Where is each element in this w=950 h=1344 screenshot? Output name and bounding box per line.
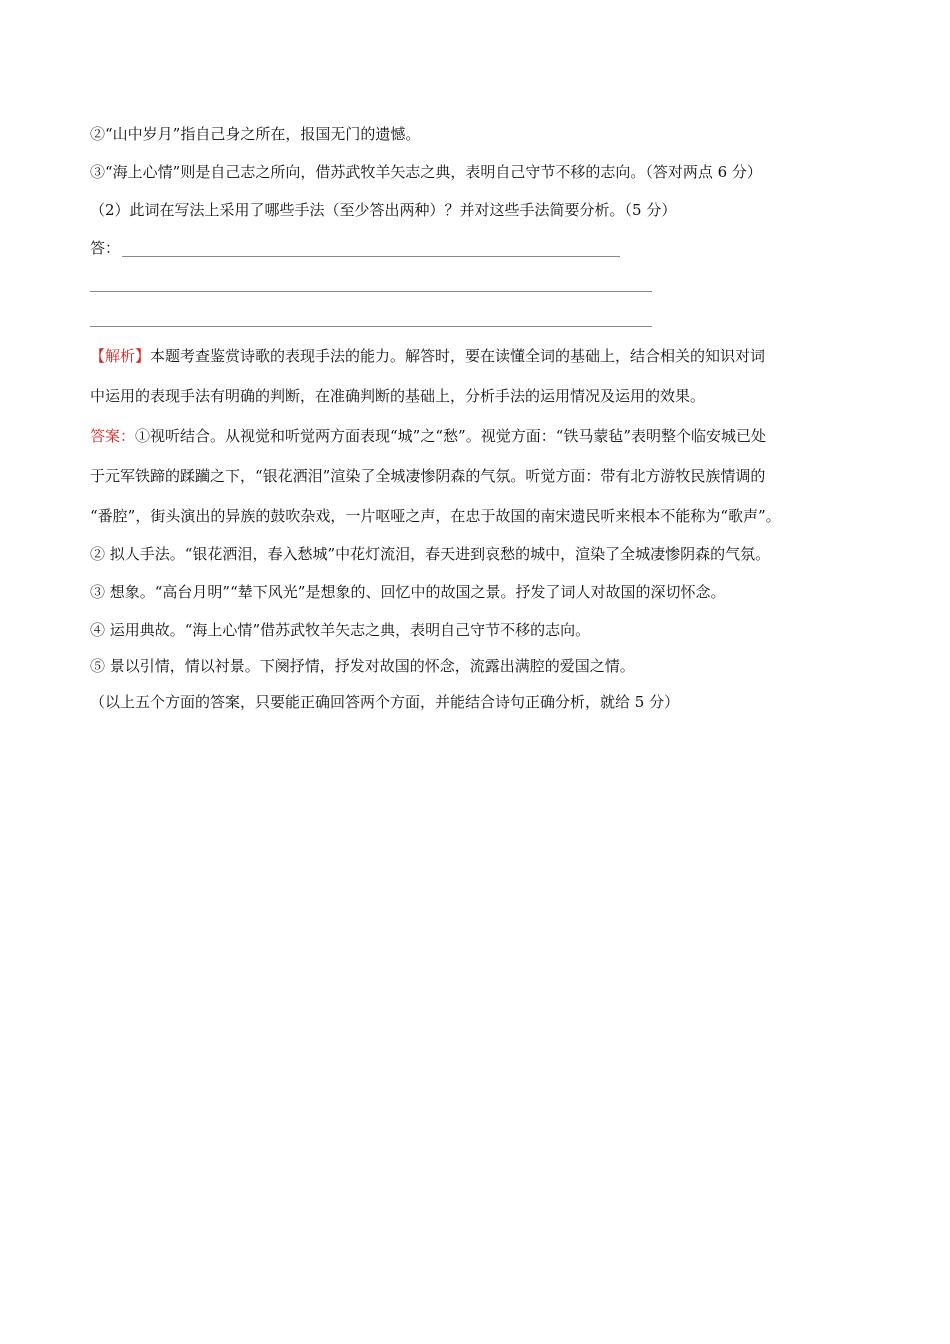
answer-point-3: ③ 想象。“高台月明”“辇下风光”是想象的、回忆中的故国之景。抒发了词人对故国的深切怀念。 [90, 583, 726, 601]
answer-blank-line-3 [90, 326, 652, 327]
analysis-line-1 [90, 346, 765, 366]
answer-point-5: ⑤ 景以引情，情以衬景。下阕抒情，抒发对故国的怀念，流露出满腔的爱国之情。 [90, 657, 635, 675]
answer-line-3: ③“海上心情”则是自己志之所向，借苏武牧羊矢志之典，表明自己守节不移的志向。（答对两点 6 分） [90, 163, 762, 181]
analysis-label: 【解析】 [90, 347, 151, 365]
answer-paragraph-1b: 于元军铁蹄的蹂躏之下，“银花洒泪”渲染了全城凄惨阴森的气氛。听觉方面：带有北方游牧民族情调的 [90, 467, 766, 485]
analysis-line-2: 中运用的表现手法有明确的判断，在准确判断的基础上，分析手法的运用情况及运用的效果。 [90, 387, 706, 405]
question-2: （2）此词在写法上采用了哪些手法（至少答出两种）？并对这些手法简要分析。（5 分） [90, 201, 677, 219]
answer-prefix: 答： [90, 239, 121, 257]
answer-paragraph-1c: “番腔”，街头演出的异族的鼓吹杂戏，一片呕哑之声，在忠于故国的南宋遗民听来根本不能称为“歌声”。 [90, 507, 781, 525]
answer-blank-line-2 [90, 291, 652, 292]
answer-line-2: ②“山中岁月”指自己身之所在，报国无门的遗憾。 [90, 125, 421, 143]
analysis-text-1: 本题考查鉴赏诗歌的表现手法的能力。解答时，要在读懂全词的基础上，结合相关的知识对词 [150, 347, 766, 365]
answer-text-1a: ①视听结合。从视觉和听觉两方面表现“城”之“愁”。视觉方面：“铁马蒙毡”表明整个临安城已处 [135, 427, 767, 445]
answer-point-2: ② 拟人手法。“银花洒泪，春入愁城”中花灯流泪，春天进到哀愁的城中，渲染了全城凄惨阴森的气氛。 [90, 545, 771, 563]
scoring-note: （以上五个方面的答案，只要能正确回答两个方面，并能结合诗句正确分析，就给 5 分） [90, 693, 680, 711]
answer-point-4: ④ 运用典故。“海上心情”借苏武牧羊矢志之典，表明自己守节不移的志向。 [90, 621, 591, 639]
answer-label: 答案： [90, 427, 136, 445]
answer-paragraph-1a [90, 426, 766, 446]
answer-blank-line-1 [122, 256, 620, 257]
